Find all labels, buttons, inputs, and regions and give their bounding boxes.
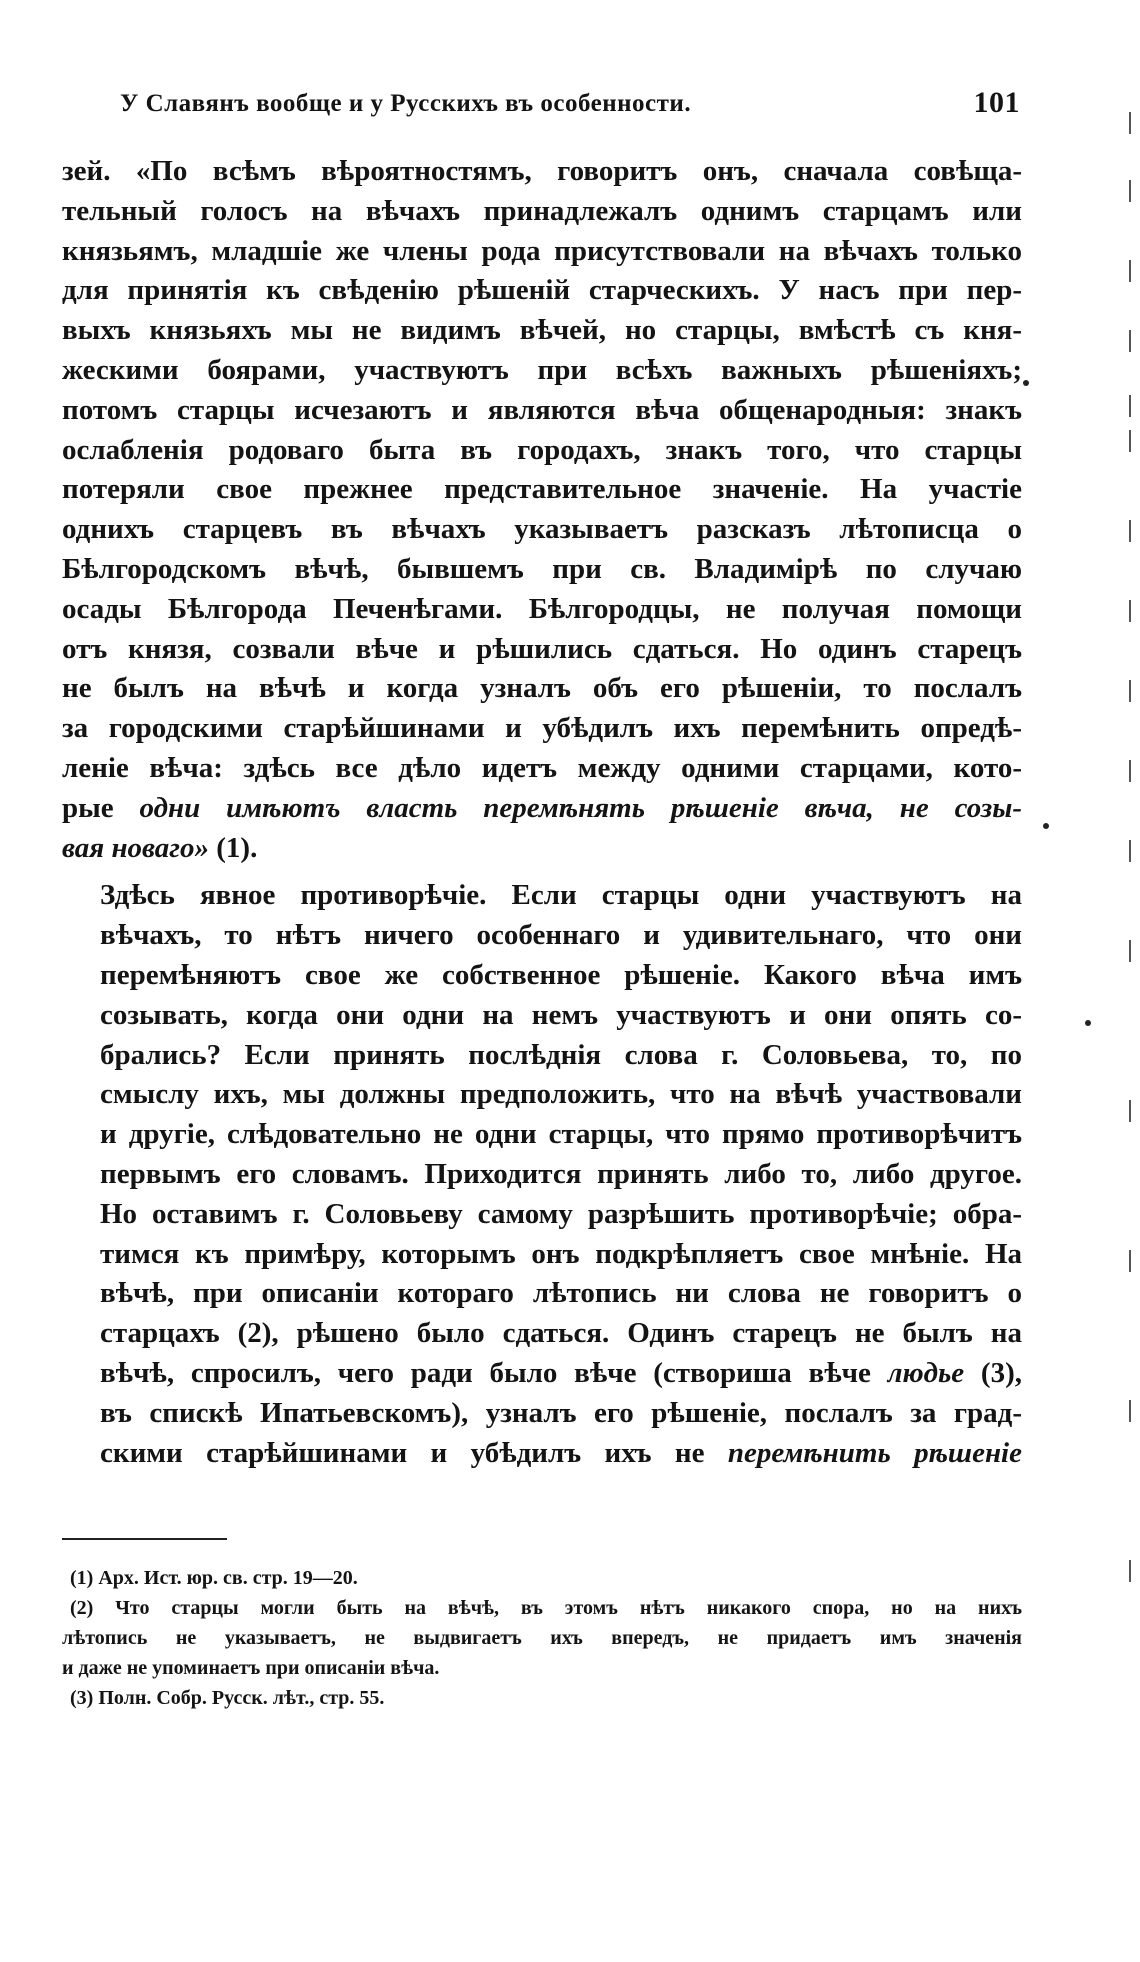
- footnote-line: лѣтопись не указываетъ, не выдвигаетъ ихъ впередъ, не придаетъ имъ значенія: [62, 1627, 1022, 1649]
- text-line: потомъ старцы исчезаютъ и являются вѣча общенародныя: знакъ: [62, 393, 1022, 426]
- text-plain: рые: [62, 791, 140, 824]
- margin-speck: [1023, 380, 1029, 386]
- edge-tick: [1129, 330, 1131, 352]
- footnote-line: и даже не упоминаетъ при описаніи вѣча.: [62, 1657, 440, 1679]
- text-plain: (3),: [964, 1356, 1022, 1389]
- running-head-title: У Славянъ вообще и у Русскихъ въ особенности.: [120, 90, 692, 117]
- text-line: однихъ старцевъ въ вѣчахъ указываетъ разсказъ лѣтописца о: [62, 513, 1022, 546]
- footnotes: [62, 1563, 1022, 1713]
- text-line: [62, 1354, 1022, 1394]
- text-plain: скими старѣйшинами и убѣдилъ ихъ не: [100, 1436, 728, 1469]
- edge-tick: [1129, 112, 1131, 134]
- page-edge-marks: [1125, 0, 1140, 1962]
- text-plain: вѣчѣ, спросилъ, чего ради было вѣче (створиша вѣче: [100, 1356, 888, 1389]
- edge-tick: [1129, 430, 1131, 452]
- text-line: первымъ его словамъ. Приходится принять либо то, либо другое.: [100, 1157, 1022, 1190]
- text-line: жескими боярами, участвуютъ при всѣхъ важныхъ рѣшеніяхъ;: [62, 353, 1022, 386]
- main-text: [62, 152, 1022, 1473]
- edge-tick: [1129, 680, 1131, 702]
- margin-speck: [1043, 823, 1049, 829]
- page-number: 101: [973, 86, 1020, 119]
- footnote-2: [62, 1593, 1022, 1683]
- text-italic: вая новаго»: [62, 831, 210, 864]
- edge-tick: [1129, 260, 1131, 282]
- text-plain: (1).: [209, 831, 258, 864]
- edge-tick: [1129, 520, 1131, 542]
- edge-tick: [1129, 760, 1131, 782]
- text-line: [62, 829, 1022, 869]
- text-line: и другіе, слѣдовательно не одни старцы, что прямо противорѣчитъ: [100, 1118, 1022, 1151]
- text-italic: одни имѣютъ власть перемѣнять рѣшеніе вѣча, не созы-: [139, 791, 1022, 824]
- text-italic: перемѣнить рѣшеніе: [727, 1436, 1022, 1469]
- book-page: [40, 0, 1020, 1962]
- text-line: за городскими старѣйшинами и убѣдилъ ихъ перемѣнить опредѣ-: [62, 712, 1022, 745]
- text-line: созывать, когда они одни на немъ участвуютъ и они опять со-: [100, 998, 1022, 1031]
- text-line: перемѣняютъ свое же собственное рѣшеніе. Какого вѣча имъ: [100, 958, 1022, 991]
- footnote-3: [62, 1683, 1022, 1713]
- text-line: князьямъ, младшіе же члены рода присутствовали на вѣчахъ только: [62, 234, 1022, 267]
- text-line: вѣчѣ, при описаніи котораго лѣтопись ни слова не говоритъ о: [100, 1277, 1022, 1310]
- text-line: осады Бѣлгорода Печенѣгами. Бѣлгородцы, не получая помощи: [62, 592, 1022, 625]
- text-line: леніе вѣча: здѣсь все дѣло идетъ между одними старцами, кото-: [62, 751, 1022, 784]
- text-line: отъ князя, созвали вѣче и рѣшились сдаться. Но одинъ старецъ: [62, 632, 1022, 665]
- text-line: Бѣлгородскомъ вѣчѣ, бывшемъ при св. Владимірѣ по случаю: [62, 552, 1022, 585]
- edge-tick: [1129, 1560, 1131, 1582]
- edge-tick: [1129, 1100, 1131, 1122]
- text-italic: людье: [887, 1356, 965, 1389]
- footnote-line: (2) Что старцы могли быть на вѣчѣ, въ этомъ нѣтъ никакого спора, но на нихъ: [70, 1597, 1022, 1619]
- text-line: не былъ на вѣчѣ и когда узналъ объ его рѣшеніи, то послалъ: [62, 672, 1022, 705]
- text-line: выхъ князьяхъ мы не видимъ вѣчей, но старцы, вмѣстѣ съ кня-: [62, 314, 1022, 347]
- text-line: ослабленія родоваго быта въ городахъ, знакъ того, что старцы: [62, 433, 1022, 466]
- margin-speck: [1085, 1020, 1091, 1026]
- edge-tick: [1129, 1250, 1131, 1272]
- edge-tick: [1129, 180, 1131, 202]
- running-head: [120, 86, 1020, 130]
- text-line: для принятія къ свѣденію рѣшеній старческихъ. У насъ при пер-: [62, 274, 1022, 307]
- footnote-divider: [62, 1538, 227, 1540]
- footnote-line: (1) Арх. Ист. юр. св. стр. 19—20.: [70, 1567, 358, 1589]
- paragraph-1: [62, 152, 1022, 868]
- paragraph-2: [62, 876, 1022, 1473]
- footnote-line: (3) Полн. Собр. Русск. лѣт., стр. 55.: [70, 1687, 385, 1709]
- text-line: тимся къ примѣру, которымъ онъ подкрѣпляетъ свое мнѣніе. На: [100, 1237, 1022, 1270]
- text-line: брались? Если принять послѣднія слова г. Соловьева, то, по: [100, 1038, 1022, 1071]
- edge-tick: [1129, 840, 1131, 862]
- text-line: зей. «По всѣмъ вѣроятностямъ, говоритъ онъ, сначала совѣща-: [62, 155, 1022, 187]
- text-line: тельный голосъ на вѣчахъ принадлежалъ однимъ старцамъ или: [62, 194, 1022, 227]
- text-line: [62, 1434, 1022, 1474]
- text-line: [62, 789, 1022, 829]
- edge-tick: [1129, 1400, 1131, 1422]
- edge-tick: [1129, 600, 1131, 622]
- edge-tick: [1129, 395, 1131, 417]
- text-line: Но оставимъ г. Соловьеву самому разрѣшить противорѣчіе; обра-: [100, 1197, 1022, 1230]
- text-line: Здѣсь явное противорѣчіе. Если старцы одни участвуютъ на: [100, 879, 1022, 912]
- text-line: смыслу ихъ, мы должны предположить, что на вѣчѣ участвовали: [100, 1078, 1022, 1111]
- edge-tick: [1129, 940, 1131, 962]
- text-line: старцахъ (2), рѣшено было сдаться. Одинъ старецъ не былъ на: [100, 1317, 1022, 1350]
- text-line: вѣчахъ, то нѣтъ ничего особеннаго и удивительнаго, что они: [100, 919, 1022, 952]
- footnote-1: [62, 1563, 1022, 1593]
- text-line: въ спискѣ Ипатьевскомъ), узналъ его рѣшеніе, послалъ за град-: [100, 1396, 1022, 1429]
- text-line: потеряли свое прежнее представительное значеніе. На участіе: [62, 473, 1022, 506]
